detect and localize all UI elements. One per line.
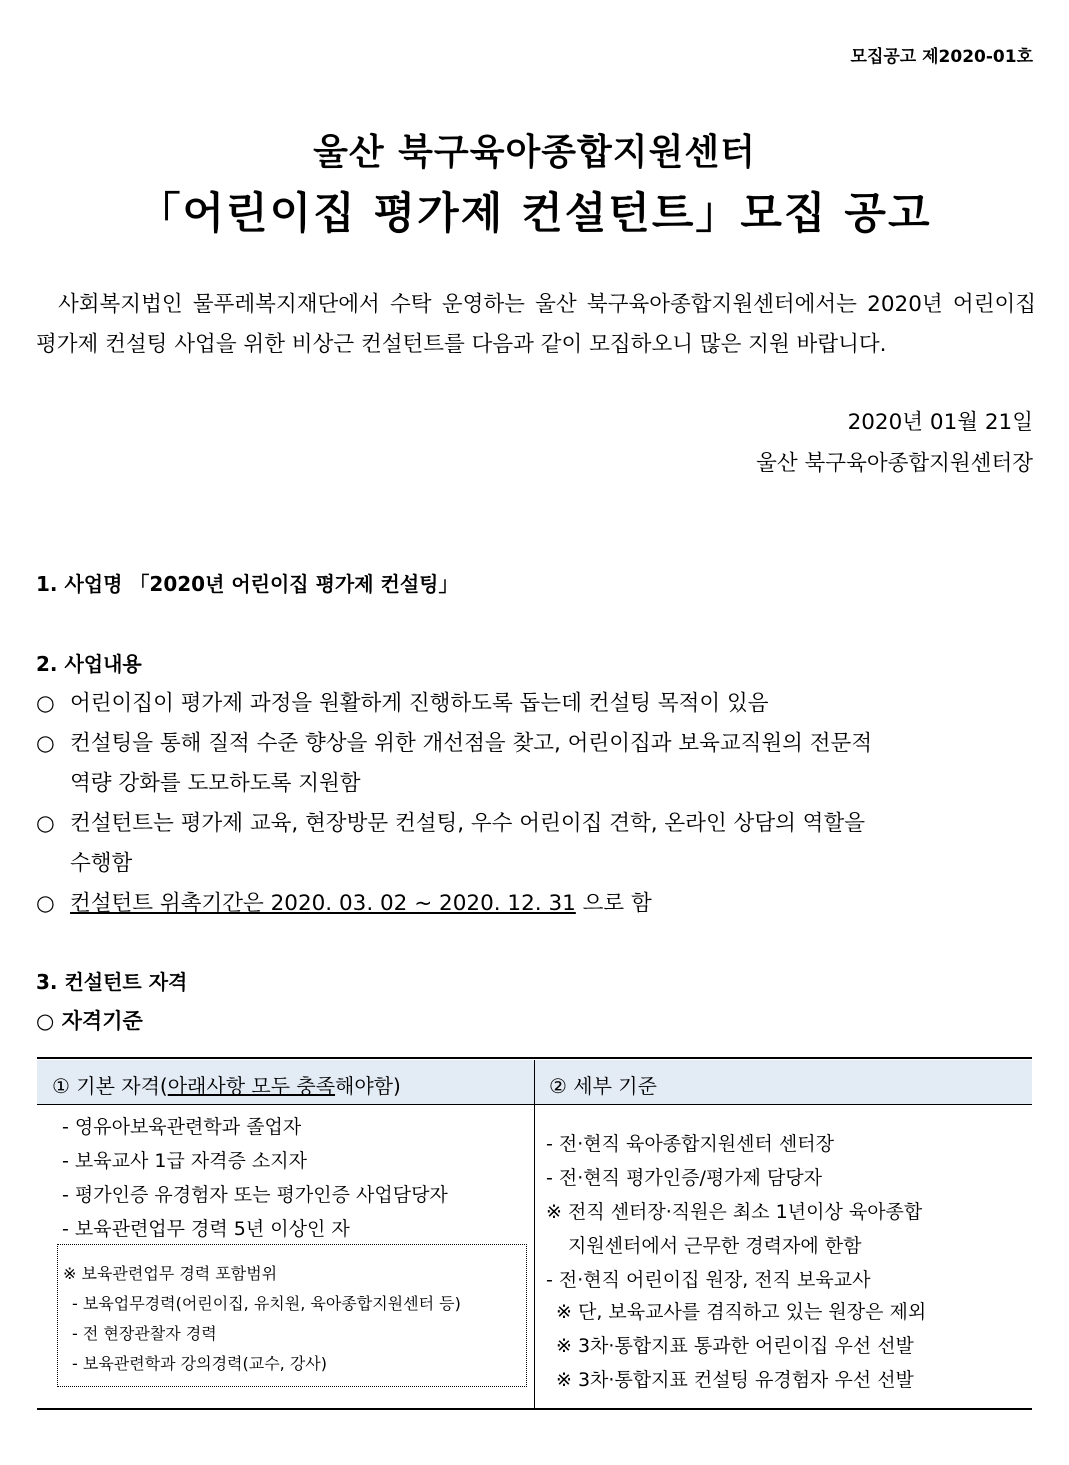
- note-line: - 전 현장관찰자 경력: [72, 1324, 217, 1343]
- note-line: - 보육업무경력(어린이집, 유치원, 육아종합지원센터 등): [72, 1294, 461, 1313]
- page-title: 울산 북구육아종합지원센터: [313, 132, 756, 173]
- content-item-text: 컨설팅을 통해 질적 수준 향상을 위한 개선점을 찾고, 어린이집과 보육교직원의 전문적: [70, 731, 873, 756]
- detail-criteria-item: - 전·현직 평가인증/평가제 담당자: [546, 1167, 823, 1189]
- detail-criteria-item: - 전·현직 어린이집 원장, 전직 보육교사: [546, 1269, 871, 1291]
- intro-paragraph: 사회복지법인 물푸레복지재단에서 수탁 운영하는 울산 북구육아종합지원센터에서는 2020년 어린이집 평가제 컨설팅 사업을 위한 비상근 컨설턴트를 다음과 같이 모집하오니 많은 지원 바랍니다.: [36, 292, 1036, 357]
- content-item-1: [36, 686, 769, 717]
- content-item-2: [36, 726, 872, 757]
- bullet-circle: ○: [36, 811, 55, 836]
- detail-criteria-item: - 전·현직 육아종합지원센터 센터장: [546, 1133, 834, 1155]
- detail-criteria-item: ※ 단, 보육교사를 겸직하고 있는 원장은 제외: [556, 1301, 927, 1323]
- content-item-text: 어린이집이 평가제 과정을 원활하게 진행하도록 돕는데 컨설팅 목적이 있음: [70, 691, 769, 716]
- qualification-subheading: ○ 자격기준: [36, 1009, 143, 1033]
- bullet-circle: ○: [36, 731, 55, 756]
- section-3-heading: 3. 컨설턴트 자격: [36, 970, 188, 994]
- content-item-text: 으로 함: [575, 891, 652, 916]
- basic-qual-item: - 보육관련업무 경력 5년 이상인 자: [62, 1218, 350, 1240]
- detail-criteria-item: ※ 전직 센터장·직원은 최소 1년이상 육아종합: [546, 1201, 923, 1223]
- content-item-text: 컨설턴트는 평가제 교육, 현장방문 컨설팅, 우수 어린이집 견학, 온라인 상담의 역할을: [70, 811, 865, 836]
- detail-criteria-item: 지원센터에서 근무한 경력자에 한함: [568, 1235, 862, 1257]
- note-line: - 보육관련학과 강의경력(교수, 강사): [72, 1354, 327, 1373]
- content-item-3-continued: 수행함: [70, 851, 133, 876]
- table-bottom-border: [37, 1408, 1032, 1410]
- note-line: ※ 보육관련업무 경력 포함범위: [63, 1264, 278, 1283]
- detail-criteria-item: ※ 3차·통합지표 통과한 어린이집 우선 선발: [556, 1335, 914, 1357]
- bullet-circle: ○: [36, 691, 55, 716]
- table-top-border: [37, 1057, 1032, 1059]
- basic-qual-item: - 보육교사 1급 자격증 소지자: [62, 1150, 307, 1172]
- notice-date: 2020년 01월 21일: [847, 410, 1033, 435]
- detail-criteria-item: ※ 3차·통합지표 컨설팅 유경험자 우선 선발: [556, 1369, 914, 1391]
- page-subtitle: 「어린이집 평가제 컨설턴트」모집 공고: [137, 189, 932, 239]
- basic-qual-item: - 영유아보육관련학과 졸업자: [62, 1116, 302, 1138]
- table-header-detail: ② 세부 기준: [549, 1074, 657, 1098]
- notice-number: 모집공고 제2020-01호: [850, 47, 1033, 67]
- section-1-heading: 1. 사업명 「2020년 어린이집 평가제 컨설팅」: [36, 572, 459, 596]
- header-text: ① 기본 자격(: [52, 1074, 168, 1098]
- section-2-heading: 2. 사업내용: [36, 652, 142, 676]
- header-emphasis: 아래사항 모두 충족: [167, 1074, 336, 1098]
- table-column-divider: [534, 1060, 535, 1408]
- content-item-4: [36, 886, 652, 917]
- table-header-basic: [52, 1070, 401, 1099]
- content-item-2-continued: 역량 강화를 도모하도록 지원함: [70, 771, 361, 796]
- notice-signer: 울산 북구육아종합지원센터장: [756, 451, 1033, 476]
- appointment-period: 컨설턴트 위촉기간은 2020. 03. 02 ~ 2020. 12. 31: [70, 891, 576, 916]
- header-text: 해야함): [335, 1074, 401, 1098]
- bullet-circle: ○: [36, 891, 55, 916]
- basic-qual-item: - 평가인증 유경험자 또는 평가인증 사업담당자: [62, 1184, 448, 1206]
- content-item-3: [36, 806, 865, 837]
